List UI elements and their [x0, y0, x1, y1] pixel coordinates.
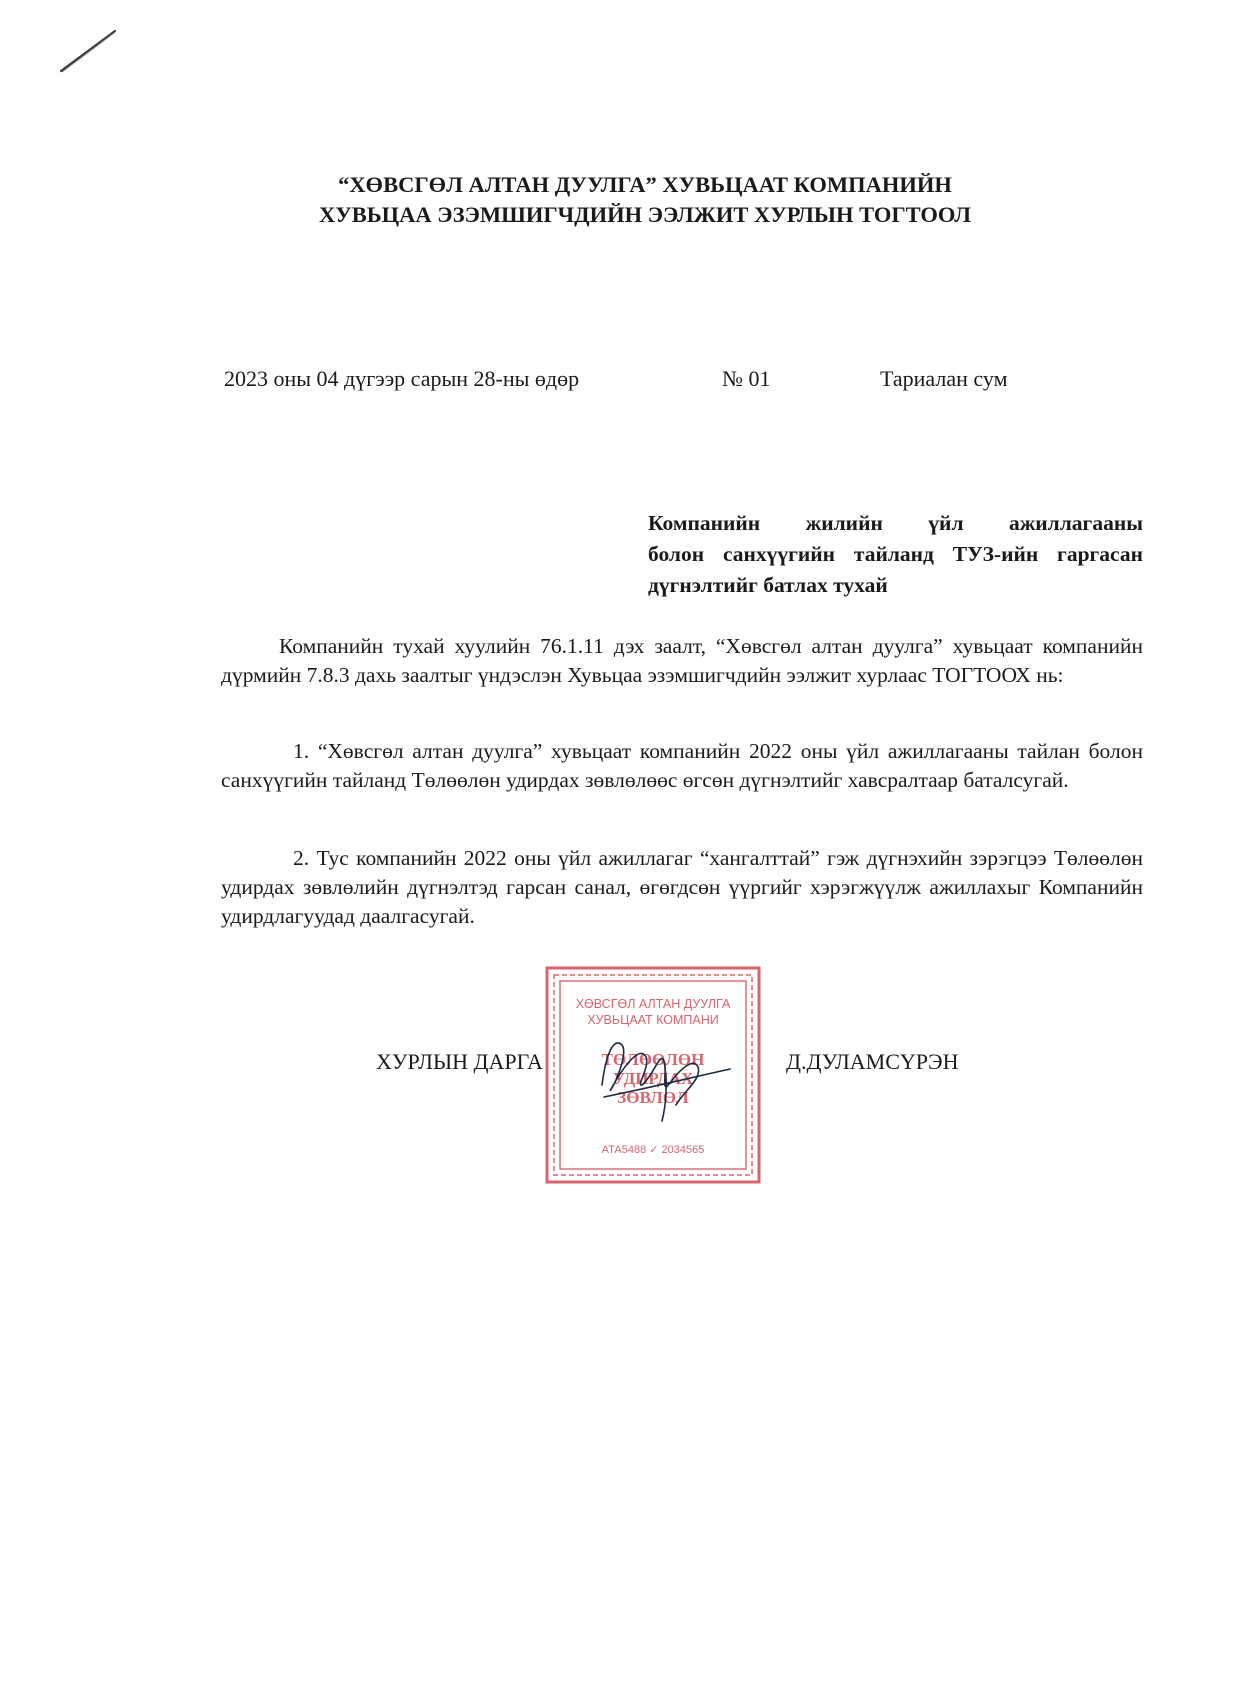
stamp-mid-line-2: УДИРДАХ: [612, 1069, 694, 1088]
company-seal-stamp: [544, 965, 762, 1185]
stamp-top-line-1: ХӨВСГӨЛ АЛТАН ДУУЛГА: [575, 997, 731, 1011]
stamp-top-line-2: ХУВЬЦААТ КОМПАНИ: [587, 1013, 719, 1027]
resolution-place: Тариалан сум: [880, 366, 1008, 391]
resolution-subject: [648, 508, 1143, 601]
resolution-date: 2023 оны 04 дүгээр сарын 28-ны өдөр: [224, 366, 580, 391]
subject-line-3: дүгнэлтийг батлах тухай: [648, 573, 888, 597]
subject-line-2: болон санхүүгийн тайланд ТУЗ-ийн гаргасан: [648, 542, 1143, 566]
resolution-number: № 01: [722, 366, 771, 391]
resolution-item-2: 2. Тус компанийн 2022 оны үйл ажиллагаг “хангалттай” гэж дүгнэхийн зэрэгцээ Төлөөлөн удирдах зөвлөлийн дүгнэлтэд гарсан санал, өгөгдсөн үүргийг хэрэгжүүлж ажиллахыг Компанийн удирдлагуудад даалгасугай.: [221, 846, 1143, 928]
intro-paragraph: Компанийн тухай хуулийн 76.1.11 дэх заалт, “Хөвсгөл алтан дуулга” хувьцаат компанийн дүрмийн 7.8.3 дахь заалтыг үндэслэн Хувьцаа эзэмшигчдийн ээлжит хурлаас ТОГТООХ нь:: [221, 634, 1143, 687]
chair-title: ХУРЛЫН ДАРГА: [376, 1049, 543, 1074]
document-title: [230, 170, 1060, 230]
stamp-mid-line-1: ТӨЛӨӨЛӨН: [601, 1050, 705, 1069]
subject-line-1: Компанийн жилийн үйл ажиллагааны: [648, 511, 1143, 535]
pen-stroke-mark: [58, 28, 118, 74]
chair-name: Д.ДУЛАМСҮРЭН: [786, 1049, 959, 1074]
stamp-bottom-code: АТА5488 ✓ 2034565: [601, 1144, 705, 1156]
stamp-mid-line-3: ЗӨВЛӨЛ: [617, 1088, 689, 1107]
title-line-1: “ХӨВСГӨЛ АЛТАН ДУУЛГА” ХУВЬЦААТ КОМПАНИЙН: [338, 172, 952, 197]
title-line-2: ХУВЬЦАА ЭЗЭМШИГЧДИЙН ЭЭЛЖИТ ХУРЛЫН ТОГТООЛ: [318, 202, 972, 227]
resolution-item-1: 1. “Хөвсгөл алтан дуулга” хувьцаат компанийн 2022 оны үйл ажиллагааны тайлан болон санхүүгийн тайланд Төлөөлөн удирдах зөвлөлөөс өгсөн дүгнэлтийг хавсралтаар баталсугай.: [221, 739, 1143, 792]
